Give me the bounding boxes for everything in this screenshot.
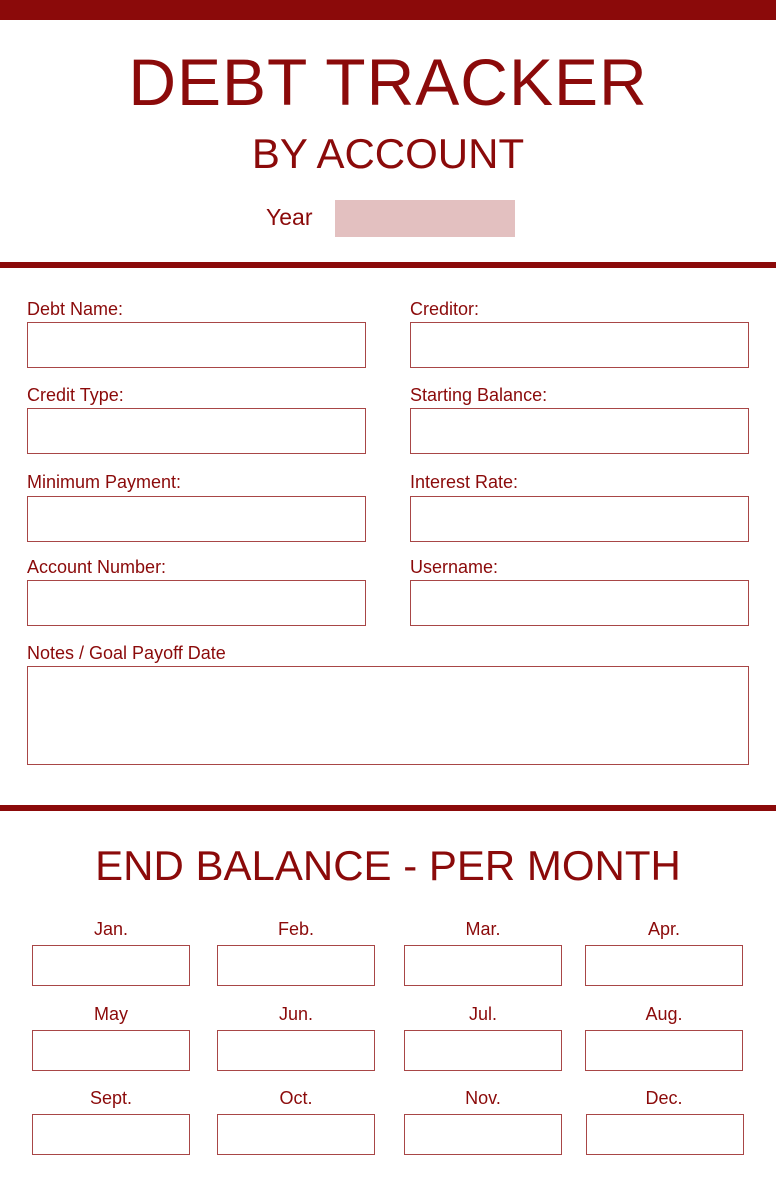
monthly-section-title: END BALANCE - PER MONTH	[95, 842, 681, 889]
section-divider	[0, 262, 776, 268]
account-number-field[interactable]	[27, 580, 366, 626]
month-label-dec: Dec.	[645, 1088, 683, 1108]
username-field[interactable]	[410, 580, 749, 626]
month-field-apr[interactable]	[585, 945, 743, 986]
month-label-oct: Oct.	[279, 1088, 313, 1108]
month-field-dec[interactable]	[586, 1114, 744, 1155]
month-label-nov: Nov.	[465, 1088, 501, 1108]
year-label: Year	[266, 204, 313, 230]
credit-type-label: Credit Type:	[27, 385, 124, 405]
month-label-jan: Jan.	[93, 919, 129, 939]
month-field-may[interactable]	[32, 1030, 190, 1071]
debt-name-label: Debt Name:	[27, 299, 124, 319]
month-field-mar[interactable]	[404, 945, 562, 986]
interest-rate-label: Interest Rate:	[410, 472, 519, 492]
year-field[interactable]	[335, 200, 515, 237]
starting-balance-field[interactable]	[410, 408, 749, 454]
notes-label: Notes / Goal Payoff Date	[27, 643, 226, 663]
month-field-jan[interactable]	[32, 945, 190, 986]
debt-name-field[interactable]	[27, 322, 366, 368]
month-field-oct[interactable]	[217, 1114, 375, 1155]
minimum-payment-field[interactable]	[27, 496, 366, 542]
username-label: Username:	[410, 557, 499, 577]
creditor-label: Creditor:	[410, 299, 480, 319]
creditor-field[interactable]	[410, 322, 749, 368]
month-field-aug[interactable]	[585, 1030, 743, 1071]
notes-field[interactable]	[27, 666, 749, 765]
month-label-aug: Aug.	[645, 1004, 683, 1024]
interest-rate-field[interactable]	[410, 496, 749, 542]
starting-balance-label: Starting Balance:	[410, 385, 548, 405]
month-label-may: May	[93, 1004, 128, 1024]
section-divider	[0, 805, 776, 811]
month-label-apr: Apr.	[647, 919, 681, 939]
month-field-jul[interactable]	[404, 1030, 562, 1071]
month-field-feb[interactable]	[217, 945, 375, 986]
month-label-feb: Feb.	[277, 919, 315, 939]
month-label-jul: Jul.	[468, 1004, 497, 1024]
page-subtitle: BY ACCOUNT	[251, 130, 525, 177]
month-label-mar: Mar.	[465, 919, 501, 939]
top-accent-bar	[0, 0, 776, 20]
account-number-label: Account Number:	[27, 557, 167, 577]
page-title: DEBT TRACKER	[128, 45, 648, 119]
month-label-sept: Sept.	[89, 1088, 133, 1108]
month-field-nov[interactable]	[404, 1114, 562, 1155]
month-field-sept[interactable]	[32, 1114, 190, 1155]
credit-type-field[interactable]	[27, 408, 366, 454]
month-label-jun: Jun.	[278, 1004, 314, 1024]
minimum-payment-label: Minimum Payment:	[27, 472, 182, 492]
month-field-jun[interactable]	[217, 1030, 375, 1071]
